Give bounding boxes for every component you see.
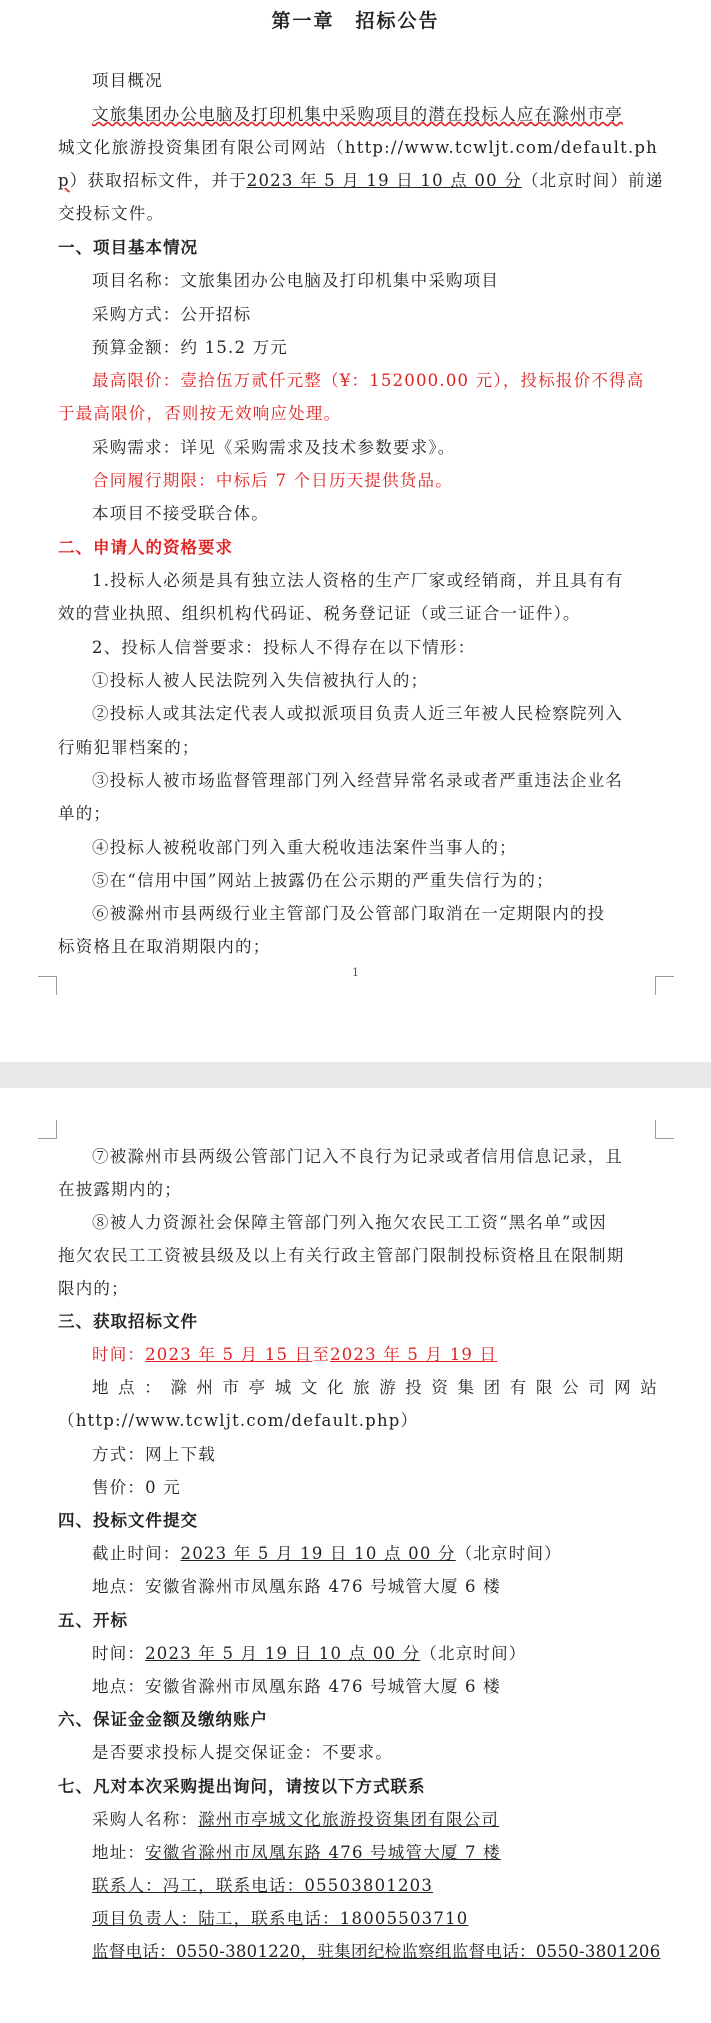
obtain-price: 售价：0 元 — [92, 1478, 181, 1497]
restriction-8-line-3: 限内的； — [58, 1279, 129, 1298]
page-gap — [0, 1062, 711, 1088]
page-corner-mark — [655, 1120, 674, 1139]
deposit-requirement: 是否要求投标人提交保证金：不要求。 — [92, 1743, 393, 1762]
restriction-7-line-2: 在披露期内的； — [58, 1180, 182, 1199]
restriction-8-line-1: ⑧被人力资源社会保障主管部门列入拖欠农民工工资“黑名单”或因 — [92, 1213, 607, 1232]
section-5-heading: 五、开标 — [58, 1611, 128, 1630]
contract-period: 合同履行期限：中标后 7 个日历天提供货品。 — [92, 471, 453, 490]
submission-place: 地点：安徽省滁州市凤凰东路 476 号城管大厦 6 楼 — [92, 1577, 501, 1596]
restriction-1: ①投标人被人民法院列入失信被执行人的； — [92, 671, 429, 690]
section-6-heading: 六、保证金金额及缴纳账户 — [58, 1710, 268, 1729]
supervision-phone: 监督电话：0550-3801220，驻集团纪检监察组监督电话：0550-3801206 — [92, 1942, 661, 1961]
restriction-8-line-2: 拖欠农民工工资被县级及以上有关行政主管部门限制投标资格且在限制期 — [58, 1246, 625, 1265]
budget-amount: 预算金额：约 15.2 万元 — [92, 338, 289, 357]
buyer-address: 地址：安徽省滁州市凤凰东路 476 号城管大厦 7 楼 — [92, 1843, 501, 1862]
project-name: 项目名称：文旅集团办公电脑及打印机集中采购项目 — [92, 271, 500, 290]
project-lead: 项目负责人：陆工，联系电话：18005503710 — [92, 1909, 469, 1928]
qualification-2: 2、投标人信誉要求：投标人不得存在以下情形： — [92, 638, 476, 657]
section-1-heading: 一、项目基本情况 — [58, 238, 198, 257]
procurement-needs: 采购需求：详见《采购需求及技术参数要求》。 — [92, 438, 456, 457]
page-corner-mark — [655, 976, 674, 995]
document-page-2 — [0, 1088, 711, 2023]
section-2-heading: 二、申请人的资格要求 — [58, 538, 233, 557]
overview-line-4: 交投标文件。 — [58, 204, 165, 223]
restriction-6-line-2: 标资格且在取消期限内的； — [58, 937, 271, 956]
overview-label: 项目概况 — [92, 71, 163, 90]
max-price-line-2: 于最高限价，否则按无效响应处理。 — [58, 404, 342, 423]
overview-line-2: 城文化旅游投资集团有限公司网站（http://www.tcwljt.com/default.ph — [58, 138, 658, 157]
page-corner-mark — [38, 976, 57, 995]
obtain-time: 时间：2023 年 5 月 15 日至2023 年 5 月 19 日 — [92, 1345, 498, 1364]
section-4-heading: 四、投标文件提交 — [58, 1511, 198, 1530]
procurement-method: 采购方式：公开招标 — [92, 305, 252, 324]
restriction-4: ④投标人被税收部门列入重大税收违法案件当事人的； — [92, 838, 517, 857]
obtain-mode: 方式：网上下载 — [92, 1445, 216, 1464]
qualification-1-line-1: 1.投标人必须是具有独立法人资格的生产厂家或经销商，并且具有有 — [92, 571, 624, 590]
submission-deadline: 截止时间：2023 年 5 月 19 日 10 点 00 分（北京时间） — [92, 1544, 562, 1563]
obtain-place-line-1: 地点：滁州市亭城文化旅游投资集团有限公司网站 — [92, 1378, 658, 1397]
section-7-heading: 七、凡对本次采购提出询问，请按以下方式联系 — [58, 1777, 426, 1796]
restriction-3-line-1: ③投标人被市场监督管理部门列入经营异常名录或者严重违法企业名 — [92, 771, 623, 790]
opening-place: 地点：安徽省滁州市凤凰东路 476 号城管大厦 6 楼 — [92, 1677, 501, 1696]
page-corner-mark — [38, 1120, 57, 1139]
opening-time: 时间：2023 年 5 月 19 日 10 点 00 分（北京时间） — [92, 1644, 527, 1663]
restriction-3-line-2: 单的； — [58, 804, 112, 823]
section-3-heading: 三、获取招标文件 — [58, 1312, 198, 1331]
restriction-6-line-1: ⑥被滁州市县两级行业主管部门及公管部门取消在一定期限内的投 — [92, 904, 606, 923]
overview-line-3: p）获取招标文件，并于2023 年 5 月 19 日 10 点 00 分（北京时间）前递 — [58, 171, 664, 190]
no-consortium: 本项目不接受联合体。 — [92, 504, 269, 523]
restriction-2-line-2: 行贿犯罪档案的； — [58, 738, 200, 757]
chapter-title: 第一章 招标公告 — [271, 10, 440, 32]
max-price-line-1: 最高限价：壹拾伍万贰仟元整（¥：152000.00 元），投标报价不得高 — [92, 371, 645, 390]
obtain-place-line-2: （http://www.tcwljt.com/default.php） — [58, 1411, 419, 1430]
page-number: 1 — [352, 966, 359, 979]
restriction-2-line-1: ②投标人或其法定代表人或拟派项目负责人近三年被人民检察院列入 — [92, 704, 623, 723]
restriction-7-line-1: ⑦被滁州市县两级公管部门记入不良行为记录或者信用信息记录，且 — [92, 1147, 623, 1166]
buyer-name: 采购人名称：滁州市亭城文化旅游投资集团有限公司 — [92, 1810, 500, 1829]
restriction-5: ⑤在“信用中国”网站上披露仍在公示期的严重失信行为的； — [92, 871, 554, 890]
overview-line-1: 文旅集团办公电脑及打印机集中采购项目的潜在投标人应在滁州市亭 — [92, 105, 623, 124]
qualification-1-line-2: 效的营业执照、组织机构代码证、税务登记证（或三证合一证件）。 — [58, 604, 581, 623]
contact-person: 联系人：冯工，联系电话：05503801203 — [92, 1876, 434, 1895]
